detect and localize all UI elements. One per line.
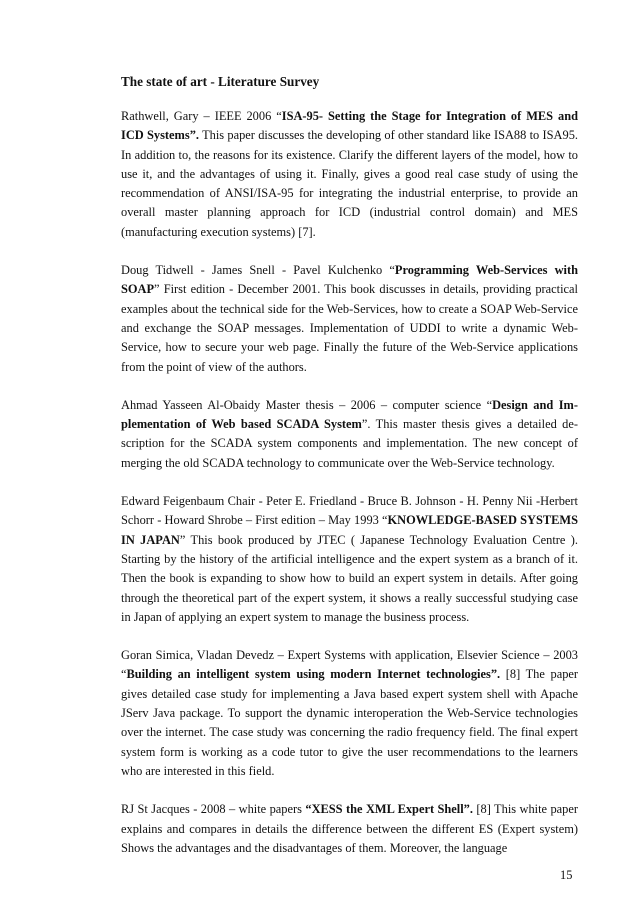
citation-description: This paper discusses the developing of other standard like ISA88 to ISA95. In addition to, the reasons for its existence. Clarify the different layers of the model, how to use it, and the advantages of using it. Finally, gives a good real case study of using the recommendation of ANSI/ISA-95 for integrating the industrial enterprise, to provide an overall master planning approach for ICD (industrial control domain) and MES (manufacturing execution systems) [7]. — [121, 128, 578, 239]
citation-description: [8] The paper gives detailed case study for implementing a Java based expert system shell with Apache JServ Java package. To support the dynamic interoperation the Web-Service technologies over the internet. The case study was concerning the radio frequency field. The final expert system form is working as a code tutor to give the user recommendations to the learners who are interested in this field. — [121, 667, 579, 778]
citation-description: ”. This master thesis gives a detailed description for the SCADA system components and implementation. The new concept of merging the old SCADA technology to communicate over the Web-Service technology. — [121, 417, 578, 470]
paragraph-simica — [121, 646, 578, 781]
citation-title: “XESS the XML Expert Shell”. — [305, 802, 473, 817]
citation-title: Design and Implementation of Web based SCADA System — [121, 397, 578, 432]
citation-authors: Doug Tidwell - James Snell - Pavel Kulchenko “ — [121, 263, 395, 278]
citation-description: [8] This white paper explains and compares in details the difference between the different ES (Expert system) Shows the advantages and the disadvantages of them. Moreover, the language — [121, 802, 578, 855]
page-content — [121, 73, 578, 877]
citation-title: Programming Web-Services with SOAP — [121, 263, 578, 297]
citation-description: ” First edition - December 2001. This book discusses in details, providing practical examples about the technical side for the Web-Services, how to create a SOAP Web-Service and exchange the SOAP messages. Implementation of UDDI to write a dynamic Web-Service, how to secure your web page. Finally the future of the Web-Service applications from the point of view of the authors. — [121, 282, 578, 374]
paragraph-tidwell — [121, 261, 578, 377]
page-number: 15 — [560, 868, 573, 882]
citation-description: ” This book produced by JTEC ( Japanese Technology Evaluation Centre ). Starting by the history of the artificial intelligence and the expert system as a branch of it. Then the book is expanding to show how to build an expert system in details. After going through the theoretical part of the expert system, it shows a really successful studying case in Japan of applying an expert system to manage the business process. — [121, 532, 578, 624]
paragraph-rathwell — [121, 107, 578, 242]
paragraph-al-obaidy — [121, 396, 578, 473]
citation-authors: Ahmad Yasseen Al-Obaidy Master thesis – 2006 – computer science “ — [121, 397, 493, 412]
paragraph-feigenbaum — [121, 492, 578, 627]
citation-authors: Rathwell, Gary – IEEE 2006 “ — [121, 109, 282, 123]
citation-authors: Edward Feigenbaum Chair - Peter E. Friedland - Bruce B. Johnson - H. Penny Nii -Herbert Schorr - Howard Shrobe – First edition – May 1993 “ — [121, 494, 578, 528]
citation-title: KNOWLEDGE-BASED SYSTEMS IN JAPAN — [121, 513, 578, 547]
citation-authors: RJ St Jacques - 2008 – white papers — [121, 802, 306, 817]
citation-authors: Goran Simica, Vladan Devedz – Expert Systems with application, Elsevier Science – 2003 “ — [121, 648, 578, 682]
paragraph-st-jacques — [121, 800, 578, 858]
section-title: The state of art - Literature Survey — [121, 74, 320, 89]
citation-title: ISA-95- Setting the Stage for Integration of MES and ICD Systems”. — [121, 109, 579, 143]
citation-title: Building an intelligent system using modern Internet technologies”. — [126, 667, 501, 682]
